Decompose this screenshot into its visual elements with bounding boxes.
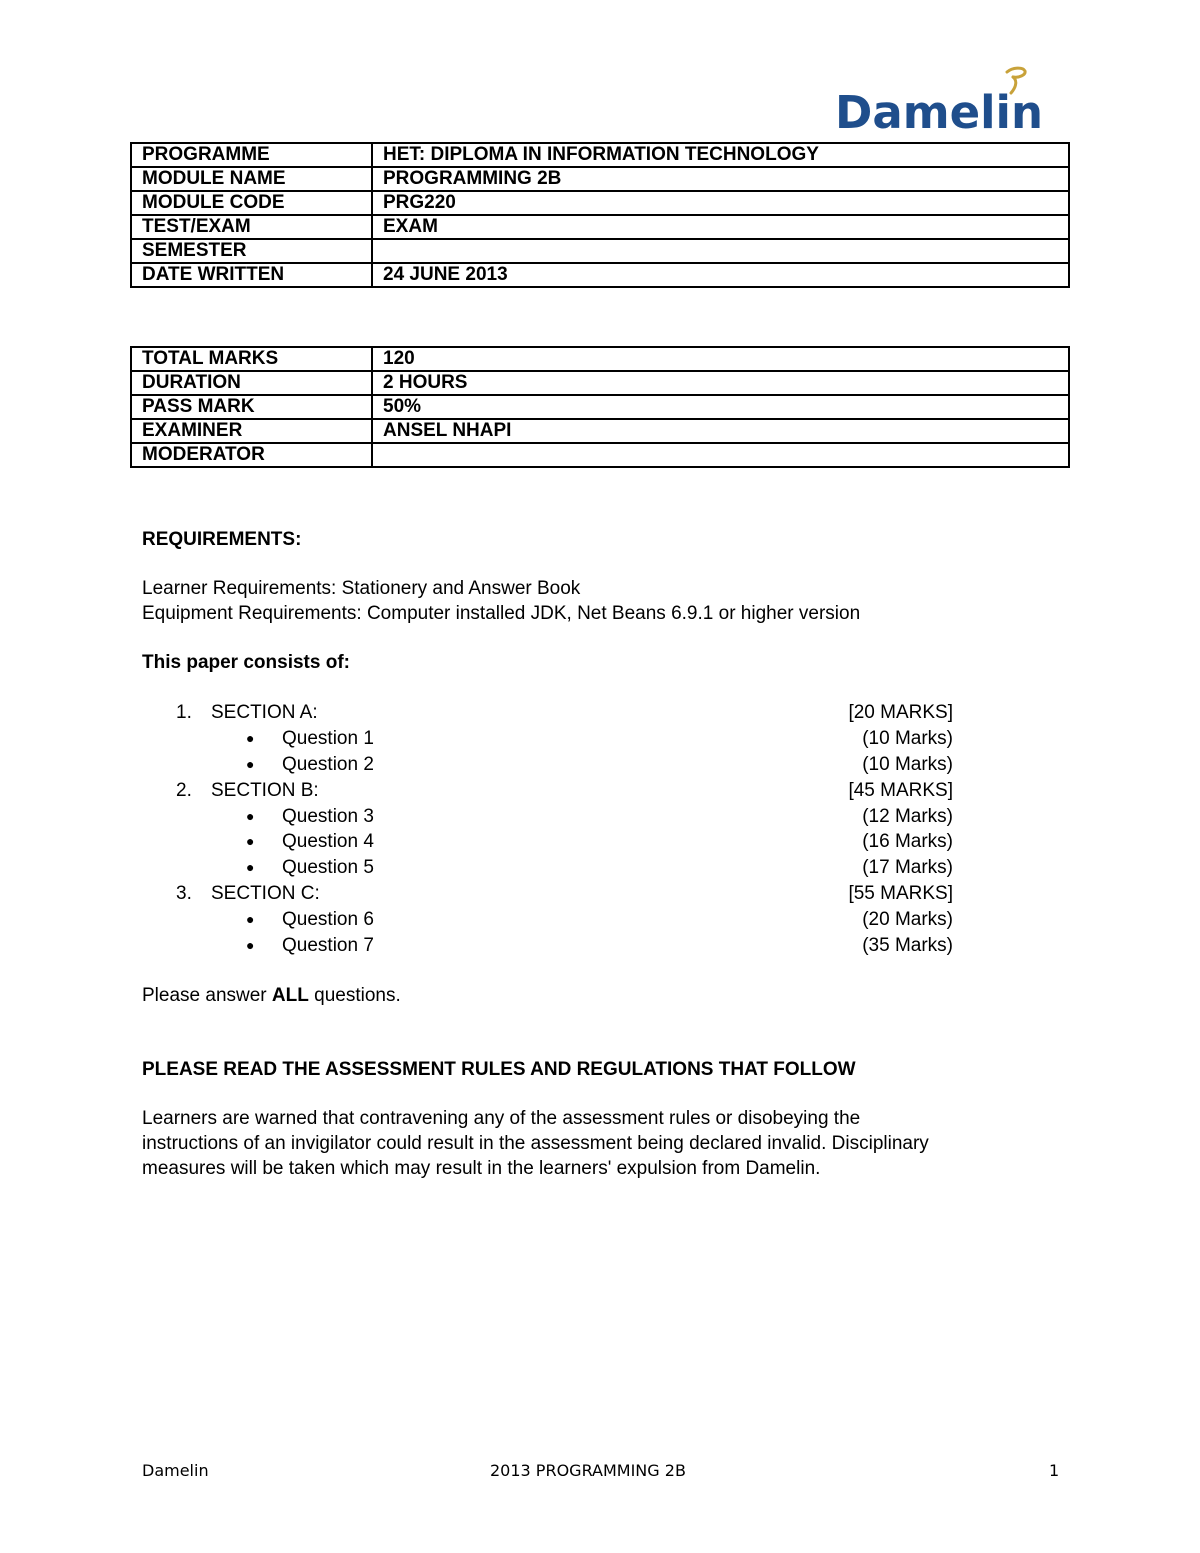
- paper-heading: This paper consists of:: [142, 652, 350, 673]
- row-label: SEMESTER: [131, 239, 372, 263]
- table-row: [131, 263, 1069, 287]
- requirements-heading: REQUIREMENTS:: [142, 529, 302, 550]
- question-row: [142, 855, 957, 881]
- row-value: PRG220: [372, 191, 1069, 215]
- row-label: TOTAL MARKS: [131, 347, 372, 371]
- table-row: [131, 143, 1069, 167]
- row-value: 24 JUNE 2013: [372, 263, 1069, 287]
- row-value: 50%: [372, 395, 1069, 419]
- row-value: 2 HOURS: [372, 371, 1069, 395]
- question-label: Question 1: [282, 727, 374, 749]
- section-label: SECTION C:: [211, 883, 320, 905]
- question-row: [142, 829, 957, 855]
- question-marks: (17 Marks): [862, 857, 953, 879]
- footer-left: Damelin: [142, 1461, 209, 1480]
- question-row: [142, 933, 957, 959]
- row-label: PASS MARK: [131, 395, 372, 419]
- answer-instruction: [142, 983, 401, 1008]
- question-row: [142, 726, 957, 752]
- exam-info-table: [130, 346, 1070, 468]
- bullet-icon: ●: [246, 755, 255, 772]
- row-value: HET: DIPLOMA IN INFORMATION TECHNOLOGY: [372, 143, 1069, 167]
- section-number: 2.: [176, 779, 192, 801]
- row-label: DURATION: [131, 371, 372, 395]
- table-row: [131, 239, 1069, 263]
- table-row: [131, 215, 1069, 239]
- module-info-table: [130, 142, 1070, 288]
- bullet-icon: ●: [246, 807, 255, 824]
- instruction-emphasis: ALL: [271, 985, 309, 1006]
- row-value: 120: [372, 347, 1069, 371]
- question-label: Question 2: [282, 753, 374, 775]
- table-row: [131, 395, 1069, 419]
- rules-line: instructions of an invigilator could result in the assessment being declared invalid. Disciplinary: [142, 1133, 929, 1154]
- row-label: TEST/EXAM: [131, 215, 372, 239]
- instruction-text-end: questions.: [308, 985, 401, 1006]
- table-row: [131, 191, 1069, 215]
- question-label: Question 3: [282, 805, 374, 827]
- question-marks: (12 Marks): [862, 805, 953, 827]
- page-number: 1: [1049, 1461, 1060, 1480]
- bullet-icon: ●: [246, 911, 255, 928]
- question-marks: (10 Marks): [862, 753, 953, 775]
- section-row: [142, 778, 957, 804]
- row-label: MODERATOR: [131, 443, 372, 467]
- row-value: [372, 443, 1069, 467]
- section-number: 1.: [176, 702, 192, 723]
- question-marks: (20 Marks): [862, 909, 953, 931]
- row-value: PROGRAMMING 2B: [372, 167, 1069, 191]
- footer-center: 2013 PROGRAMMING 2B: [490, 1461, 686, 1480]
- row-value: EXAM: [372, 215, 1069, 239]
- section-label: SECTION A:: [211, 702, 318, 723]
- equipment-requirements: Equipment Requirements: Computer installed JDK, Net Beans 6.9.1 or higher version: [142, 603, 861, 624]
- question-marks: (16 Marks): [862, 831, 953, 853]
- table-row: [131, 419, 1069, 443]
- row-label: DATE WRITTEN: [131, 263, 372, 287]
- question-marks: (10 Marks): [862, 727, 953, 749]
- paper-sections-list: [142, 700, 957, 959]
- section-marks: [55 MARKS]: [848, 883, 953, 905]
- row-label: EXAMINER: [131, 419, 372, 443]
- section-row: [142, 881, 957, 907]
- question-row: [142, 752, 957, 778]
- section-row: [142, 700, 957, 726]
- question-label: Question 6: [282, 909, 374, 931]
- section-label: SECTION B:: [211, 779, 319, 801]
- question-marks: (35 Marks): [862, 935, 953, 957]
- table-row: [131, 347, 1069, 371]
- section-marks: [20 MARKS]: [848, 702, 953, 723]
- rules-warning-paragraph: [142, 1106, 1102, 1181]
- table-row: [131, 371, 1069, 395]
- bullet-icon: ●: [246, 859, 255, 876]
- row-value: ANSEL NHAPI: [372, 419, 1069, 443]
- rules-heading: PLEASE READ THE ASSESSMENT RULES AND REGULATIONS THAT FOLLOW: [142, 1059, 856, 1080]
- instruction-text: Please answer: [142, 985, 272, 1006]
- bullet-icon: ●: [246, 729, 255, 746]
- question-label: Question 4: [282, 831, 374, 853]
- bullet-icon: ●: [246, 833, 255, 850]
- row-label: MODULE CODE: [131, 191, 372, 215]
- table-row: [131, 167, 1069, 191]
- logo-wordmark: Damelin: [835, 86, 1044, 139]
- row-label: PROGRAMME: [131, 143, 372, 167]
- learner-requirements: Learner Requirements: Stationery and Answer Book: [142, 578, 581, 599]
- row-label: MODULE NAME: [131, 167, 372, 191]
- section-marks: [45 MARKS]: [848, 779, 953, 801]
- question-label: Question 7: [282, 935, 374, 957]
- bullet-icon: ●: [246, 937, 255, 954]
- rules-line: Learners are warned that contravening any of the assessment rules or disobeying the: [142, 1108, 861, 1129]
- section-number: 3.: [176, 883, 192, 905]
- rules-line: measures will be taken which may result in the learners' expulsion from Damelin.: [142, 1158, 821, 1179]
- row-value: [372, 239, 1069, 263]
- question-row: [142, 907, 957, 933]
- table-row: [131, 443, 1069, 467]
- question-row: [142, 804, 957, 830]
- damelin-logo: [835, 66, 1065, 142]
- question-label: Question 5: [282, 857, 374, 879]
